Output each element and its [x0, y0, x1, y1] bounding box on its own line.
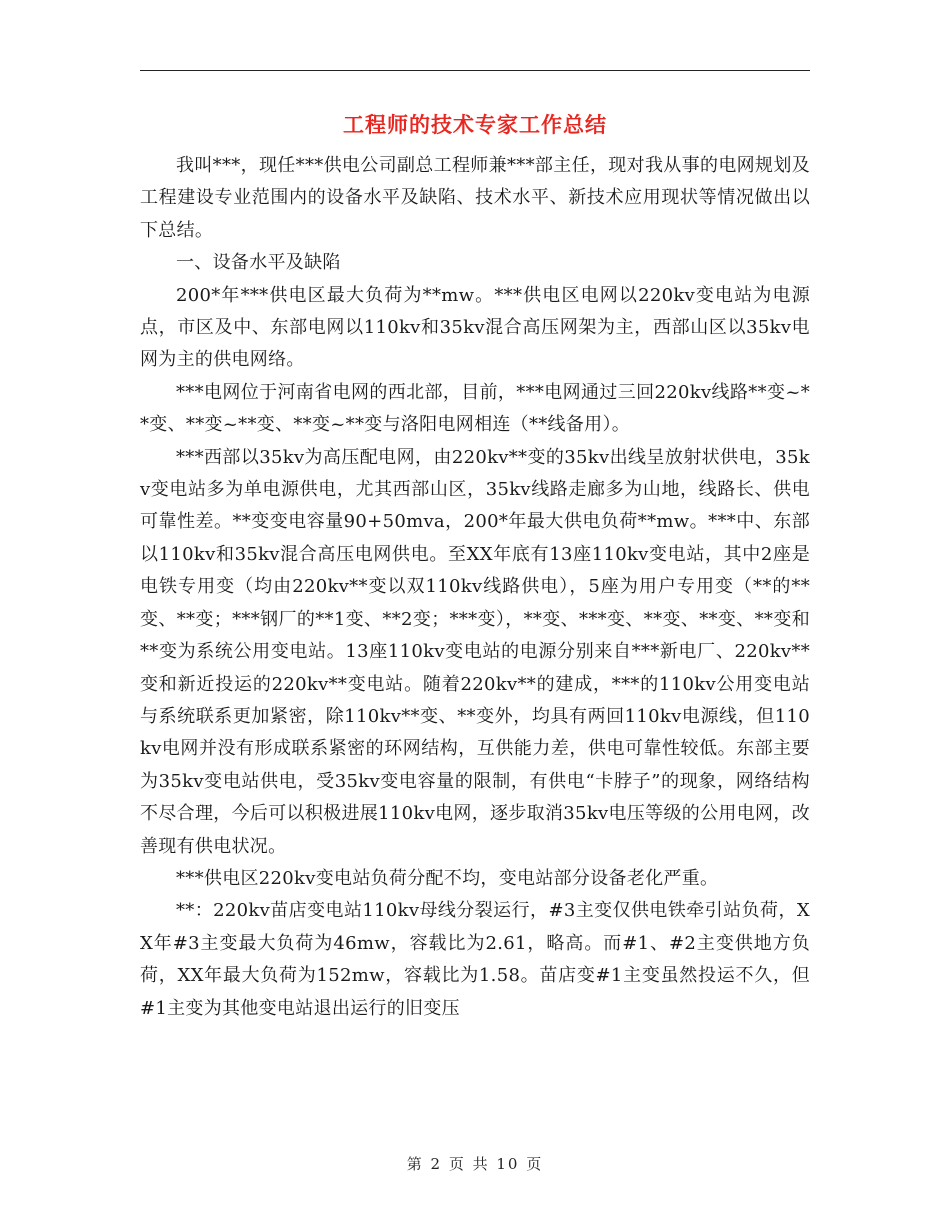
- section-heading: 一、设备水平及缺陷: [176, 252, 341, 274]
- paragraph-load: 200*年***供电区最大负荷为**mw。***供电区电网以220kv变电站为电源点，市区及中、东部电网以110kv和35kv混合高压网架为主，西部山区以35kv电网为主的供电网络。: [140, 284, 810, 371]
- paragraph-intro: 我叫***，现任***供电公司副总工程师兼***部主任，现对我从事的电网规划及工程建设专业范围内的设备水平及缺陷、技术水平、新技术应用现状等情况做出以下总结。: [140, 155, 810, 241]
- header-rule: [140, 70, 810, 71]
- paragraph-load-distribution: ***供电区220kv变电站负荷分配不均，变电站部分设备老化严重。: [176, 867, 719, 889]
- page-number: 第 2 页 共 10 页: [406, 1155, 544, 1173]
- document-body: [140, 150, 810, 1025]
- paragraph-grid-location: ***电网位于河南省电网的西北部，目前，***电网通过三回220kv线路**变~**变、**变~**变、**变~**变与洛阳电网相连（**线备用）。: [140, 381, 810, 436]
- document-title: 工程师的技术专家工作总结: [343, 112, 607, 137]
- paragraph-grid-structure: ***西部以35kv为高压配电网，由220kv**变的35kv出线呈放射状供电，35kv变电站多为单电源供电，尤其西部山区，35kv线路走廊多为山地，线路长、供电可靠性差。**变变电容量90+50mva，200*年最大供电负荷**mw。***中、东部以110kv和35kv混合高压电网供电。至XX年底有13座110kv变电站，其中2座是电铁专用变（均由220kv**变以双110kv线路供电），5座为用户专用变（**的**变、**变；***钢厂的**1变、**2变；***变），**变、***变、**变、**变、**变和**变为系统公用变电站。13座110kv变电站的电源分别来自***新电厂、220kv**变和新近投运的220kv**变电站。随着220kv**的建成，***的110kv公用变电站与系统联系更加紧密，除110kv**变、**变外，均具有两回110kv电源线，但110kv电网并没有形成联系紧密的环网结构，互供能力差，供电可靠性较低。东部主要为35kv变电站供电，受35kv变电容量的限制，有供电“卡脖子”的现象，网络结构不尽合理，今后可以积极进展110kv电网，逐步取消35kv电压等级的公用电网，改善现有供电状况。: [140, 446, 810, 857]
- paragraph-miaodian-substation: **：220kv苗店变电站110kv母线分裂运行，#3主变仅供电铁牵引站负荷，XX年#3主变最大负荷为46mw，容载比为2.61，略高。而#1、#2主变供地方负荷，XX年最大负荷为152mw，容载比为1.58。苗店变#1主变虽然投运不久，但#1主变为其他变电站退出运行的旧变压: [140, 900, 810, 1019]
